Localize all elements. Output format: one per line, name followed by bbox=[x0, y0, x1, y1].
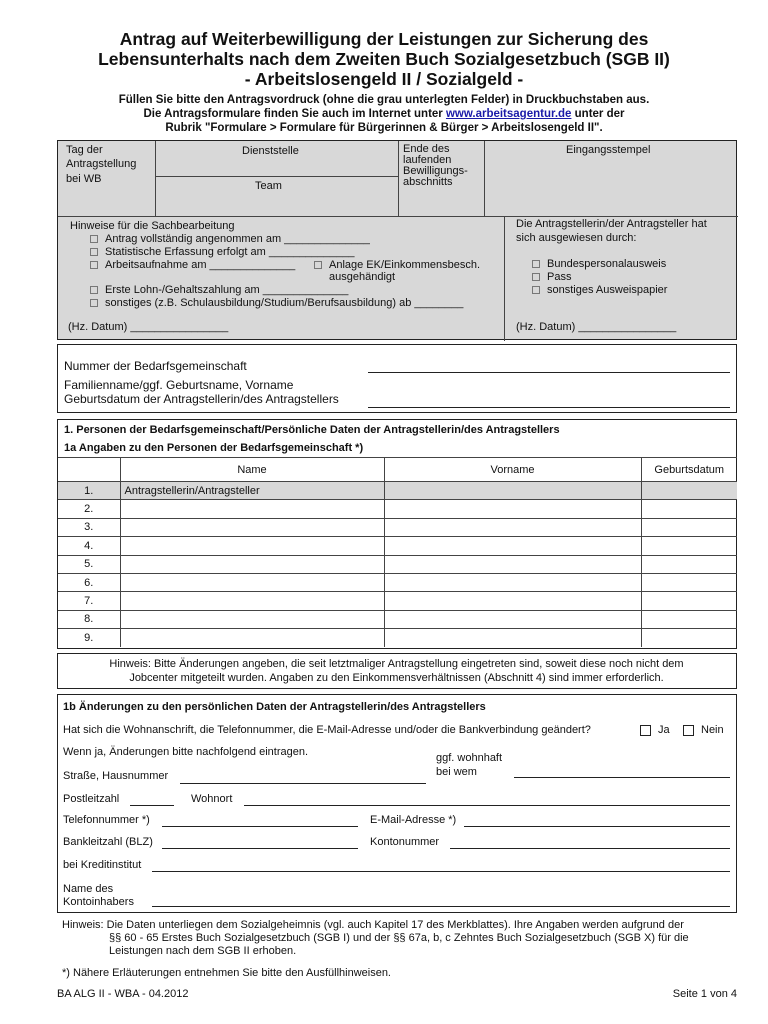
inhaber-label: Kontoinhabers bbox=[63, 896, 134, 908]
section-1-heading: 1. Personen der Bedarfsgemeinschaft/Persönliche Daten der Antragstellerin/des Antragstellers bbox=[64, 424, 560, 436]
table-row: 9. bbox=[58, 629, 737, 647]
checkbox-icon bbox=[532, 286, 540, 294]
email-label: E-Mail-Adresse *) bbox=[370, 814, 457, 826]
hinweis-item: Erste Lohn-/Gehaltszahlung am ______________ bbox=[90, 284, 348, 297]
website-link[interactable]: www.arbeitsagentur.de bbox=[445, 108, 572, 120]
hinweis-item: Statistische Erfassung erfolgt am ______________ bbox=[90, 246, 355, 259]
privacy-hint: §§ 60 - 65 Erstes Buch Sozialgesetzbuch (SGB I) und der §§ 67a, b, c Zehntes Buch Sozialgesetzbuch (SGB X) für die bbox=[109, 932, 689, 944]
checkbox-icon bbox=[314, 261, 322, 269]
hz-datum-right: (Hz. Datum) ________________ bbox=[516, 321, 677, 333]
notice-line-2: Jobcenter mitgeteilt wurden. Angaben zu den Einkommensverhältnissen (Abschnitt 4) sind immer erforderlich. bbox=[129, 672, 664, 684]
table-row: 6. bbox=[58, 573, 737, 591]
wohnort-field[interactable] bbox=[244, 805, 730, 806]
birthdate-label: Geburtsdatum der Antragstellerin/des Antragstellers bbox=[64, 392, 339, 406]
kreditinstitut-field[interactable] bbox=[152, 871, 730, 872]
plz-label: Postleitzahl bbox=[63, 793, 120, 805]
wohnhaft-field[interactable] bbox=[514, 777, 730, 778]
hinweis-item: Antrag vollständig angenommen am ______________ bbox=[90, 233, 370, 246]
section-1b-heading: 1b Änderungen zu den persönlichen Daten der Antragstellerin/des Antragstellers bbox=[63, 701, 486, 713]
hinweise-title: Hinweise für die Sachbearbeitung bbox=[70, 220, 235, 232]
instructions-line-1: Füllen Sie bitte den Antragsvordruck (ohne die grau unterlegten Felder) in Druckbuchstaben aus. bbox=[118, 94, 650, 106]
notice-line-1: Hinweis: Bitte Änderungen angeben, die seit letztmaliger Antragstellung eingetreten sind, soweit diese noch nicht dem bbox=[109, 658, 684, 670]
checkbox-icon bbox=[532, 260, 540, 268]
row1-name: Antragstellerin/Antragsteller bbox=[120, 482, 384, 500]
bg-number-field[interactable] bbox=[368, 372, 730, 373]
blz-label: Bankleitzahl (BLZ) bbox=[63, 836, 153, 848]
inhaber-label: Name des bbox=[63, 883, 114, 895]
team-label: Team bbox=[255, 180, 282, 192]
email-field[interactable] bbox=[464, 826, 730, 827]
dienststelle-label: Dienststelle bbox=[242, 145, 299, 157]
form-id: BA ALG II - WBA - 04.2012 bbox=[57, 988, 189, 1000]
plz-field[interactable] bbox=[130, 805, 174, 806]
checkbox-icon bbox=[90, 261, 98, 269]
ende-label: laufenden bbox=[403, 154, 452, 166]
ausweis-item: Bundespersonalausweis bbox=[532, 258, 666, 271]
checkbox-icon bbox=[90, 286, 98, 294]
table-row: 5. bbox=[58, 555, 737, 573]
inhaber-field[interactable] bbox=[152, 906, 730, 907]
section-1a-heading: 1a Angaben zu den Personen der Bedarfsgemeinschaft *) bbox=[64, 442, 364, 454]
ausweis-item: Pass bbox=[532, 271, 571, 284]
office-use-box bbox=[57, 140, 737, 340]
footnote: *) Nähere Erläuterungen entnehmen Sie bitte den Ausfüllhinweisen. bbox=[62, 967, 391, 979]
col-name-header: Name bbox=[120, 458, 384, 482]
ausweis-item: sonstiges Ausweispapier bbox=[532, 284, 667, 297]
telefon-label: Telefonnummer *) bbox=[63, 814, 150, 826]
form-title-line-2: Lebensunterhalts nach dem Zweiten Buch Sozialgesetzbuch (SGB II) bbox=[98, 49, 670, 69]
ausweis-title: Die Antragstellerin/der Antragsteller hat bbox=[516, 218, 707, 230]
table-row: 3. bbox=[58, 518, 737, 536]
instructions-text: Die Antragsformulare finden Sie auch im Internet unter bbox=[143, 108, 443, 120]
blz-field[interactable] bbox=[162, 848, 358, 849]
checkbox-icon bbox=[90, 248, 98, 256]
hinweis-item: sonstiges (z.B. Schulausbildung/Studium/Berufsausbildung) ab ________ bbox=[90, 297, 463, 310]
kreditinstitut-label: bei Kreditinstitut bbox=[63, 859, 142, 871]
identity-box bbox=[57, 344, 737, 413]
table-row: 7. bbox=[58, 592, 737, 610]
table-row: 4. bbox=[58, 537, 737, 555]
table-row: 1. Antragstellerin/Antragsteller bbox=[58, 482, 737, 500]
checkbox-icon bbox=[90, 235, 98, 243]
checkbox-icon bbox=[532, 273, 540, 281]
wohnhaft-label: bei wem bbox=[436, 766, 477, 778]
instructions-line-2 bbox=[0, 107, 768, 121]
anlage-label: ausgehändigt bbox=[329, 271, 396, 283]
tag-label: Antragstellung bbox=[66, 158, 137, 170]
ja-label: Ja bbox=[658, 724, 670, 736]
ja-checkbox[interactable] bbox=[640, 725, 651, 736]
page-number: Seite 1 von 4 bbox=[672, 988, 737, 1000]
hinweis-item: Arbeitsaufnahme am ______________ bbox=[90, 259, 295, 272]
ende-label: Bewilligungs- bbox=[403, 165, 468, 177]
checkbox-icon bbox=[90, 299, 98, 307]
anlage-item: Anlage EK/Einkommensbesch. bbox=[314, 259, 480, 272]
wohnort-label: Wohnort bbox=[191, 793, 233, 805]
form-title-line-3: - Arbeitslosengeld II / Sozialgeld - bbox=[244, 69, 524, 89]
instructions-text: unter der bbox=[574, 108, 625, 120]
tag-label: Tag der bbox=[66, 144, 103, 156]
form-title-line-1: Antrag auf Weiterbewilligung der Leistungen zur Sicherung des bbox=[119, 29, 649, 49]
wenn-ja-label: Wenn ja, Änderungen bitte nachfolgend eintragen. bbox=[63, 746, 309, 758]
col-geburtsdatum-header: Geburtsdatum bbox=[641, 458, 737, 482]
persons-table bbox=[58, 457, 737, 647]
strasse-label: Straße, Hausnummer bbox=[63, 770, 169, 782]
wohnhaft-label: ggf. wohnhaft bbox=[436, 752, 503, 764]
name-label: Familienname/ggf. Geburtsname, Vorname bbox=[64, 378, 294, 392]
nein-checkbox[interactable] bbox=[683, 725, 694, 736]
table-row: 8. bbox=[58, 610, 737, 628]
privacy-hint: Hinweis: Die Daten unterliegen dem Sozialgeheimnis (vgl. auch Kapitel 17 des Merkblattes). Ihre Angaben werden aufgrund der bbox=[62, 919, 684, 931]
strasse-field[interactable] bbox=[180, 783, 426, 784]
col-vorname-header: Vorname bbox=[384, 458, 641, 482]
ende-label: Ende des bbox=[403, 143, 450, 155]
eingangsstempel-label: Eingangsstempel bbox=[566, 144, 651, 156]
bg-number-label: Nummer der Bedarfsgemeinschaft bbox=[64, 359, 247, 373]
ende-label: abschnitts bbox=[403, 176, 453, 188]
konto-label: Kontonummer bbox=[370, 836, 440, 848]
notice-box bbox=[57, 653, 737, 689]
konto-field[interactable] bbox=[450, 848, 730, 849]
tag-label: bei WB bbox=[66, 173, 102, 185]
nein-label: Nein bbox=[701, 724, 724, 736]
name-birthdate-field[interactable] bbox=[368, 407, 730, 408]
ausweis-title: sich ausgewiesen durch: bbox=[516, 232, 637, 244]
hz-datum-left: (Hz. Datum) ________________ bbox=[68, 321, 229, 333]
section-1b-box bbox=[57, 694, 737, 913]
privacy-hint: Leistungen nach dem SGB II erhoben. bbox=[109, 945, 297, 957]
telefon-field[interactable] bbox=[162, 826, 358, 827]
change-question: Hat sich die Wohnanschrift, die Telefonnummer, die E-Mail-Adresse und/oder die Bankverbindung geändert? bbox=[63, 724, 591, 736]
instructions-line-3: Rubrik "Formulare > Formulare für Bürgerinnen & Bürger > Arbeitslosengeld II". bbox=[165, 122, 603, 134]
table-row: 2. bbox=[58, 500, 737, 518]
